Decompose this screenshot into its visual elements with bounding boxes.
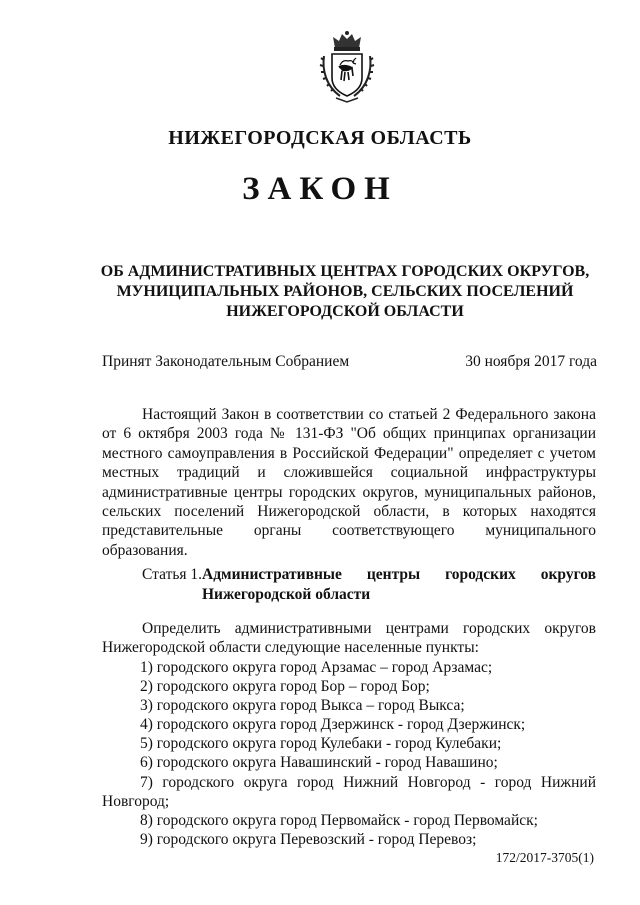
preamble-paragraph bbox=[102, 405, 596, 560]
list-item: 8) городского округа город Первомайск - город Первомайск; bbox=[140, 811, 538, 829]
list-item: 4) городского округа город Дзержинск - город Дзержинск; bbox=[140, 716, 526, 734]
preamble-text: Настоящий Закон в соответствии со статьей 2 Федерального закона от 6 октября 2003 года № 131-ФЗ "Об общих принципах организации местного самоуправления в Российской Федерации" определяет с учетом местных традиций и сложившейся социальной инфраструктуры административные центры городских округов, муниципальных районов, сельских поселений Нижегородской области, в которых находятся представительные органы соответствующего муниципального образования. bbox=[102, 406, 596, 559]
article-title-line: Нижегородской области bbox=[202, 585, 371, 603]
list-item: 2) городского округа город Бор – город Бор; bbox=[140, 678, 430, 696]
adoption-date: 30 ноября 2017 года bbox=[465, 353, 597, 370]
article-label: Статья 1. bbox=[142, 566, 203, 583]
law-heading-line: НИЖЕГОРОДСКОЙ ОБЛАСТИ bbox=[226, 303, 464, 320]
list-item: 5) городского округа город Кулебаки - город Кулебаки; bbox=[140, 735, 502, 753]
list-item: 6) городского округа Навашинский - город Навашино; bbox=[140, 754, 498, 772]
admin-centers-list bbox=[102, 658, 596, 849]
list-item: 1) городского округа город Арзамас – город Арзамас; bbox=[140, 659, 493, 676]
coat-of-arms-emblem bbox=[318, 30, 376, 104]
list-item: 9) городского округа Перевозский - город Перевоз; bbox=[140, 830, 477, 848]
law-heading bbox=[60, 262, 630, 322]
list-item-continuation: Новгород; bbox=[102, 792, 170, 810]
adoption-body: Принят Законодательным Собранием bbox=[102, 353, 350, 370]
list-item: 7) городского округа город Нижний Новгород - город Нижний bbox=[140, 773, 596, 791]
law-heading-line: ОБ АДМИНИСТРАТИВНЫХ ЦЕНТРАХ ГОРОДСКИХ ОКРУГОВ, bbox=[100, 263, 590, 280]
article-intro-text: Определить административными центрами городских округов Нижегородской области следующие населенные пункты: bbox=[102, 620, 596, 657]
article-title-line: Административные центры городских округов bbox=[202, 566, 596, 583]
region-title: НИЖЕГОРОДСКАЯ ОБЛАСТЬ bbox=[168, 127, 472, 149]
law-title: ЗАКОН bbox=[242, 171, 398, 207]
adoption-line bbox=[102, 353, 597, 371]
article-intro-paragraph bbox=[102, 619, 596, 658]
law-heading-line: МУНИЦИПАЛЬНЫХ РАЙОНОВ, СЕЛЬСКИХ ПОСЕЛЕНИЙ bbox=[116, 283, 574, 300]
list-item: 3) городского округа город Выкса – город Выкса; bbox=[140, 697, 465, 715]
document-number: 172/2017-3705(1) bbox=[495, 850, 594, 865]
